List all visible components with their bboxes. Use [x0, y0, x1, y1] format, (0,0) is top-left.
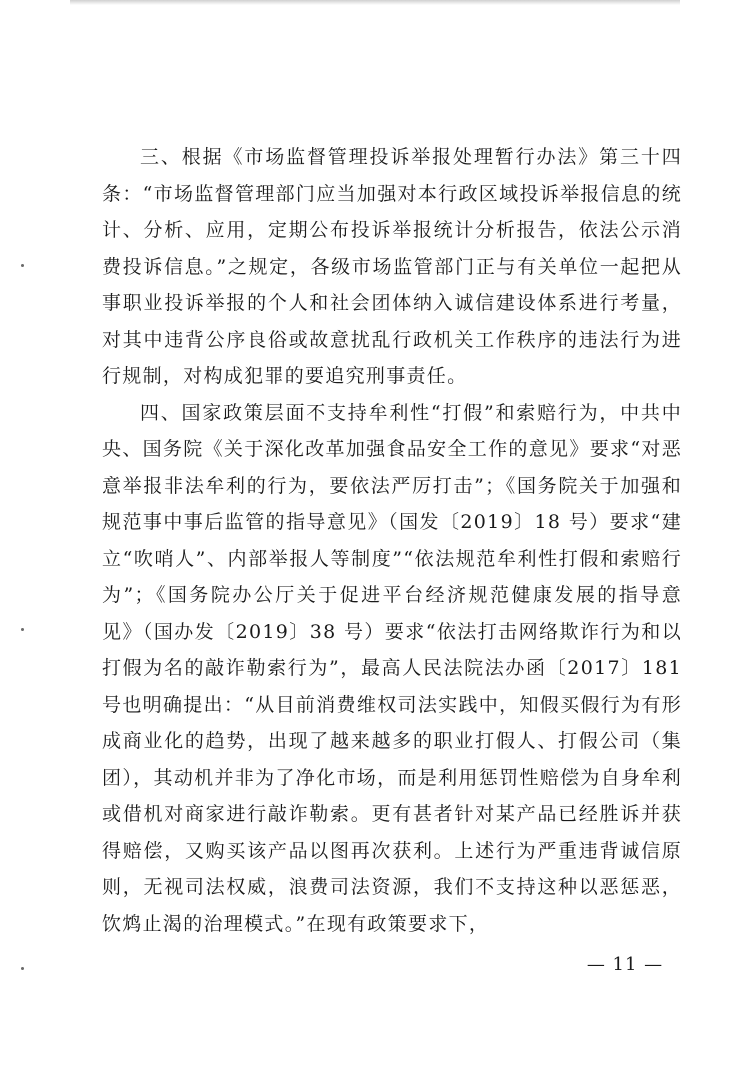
- document-body: [102, 139, 682, 942]
- paragraph-section-three: 三、根据《市场监督管理投诉举报处理暂行办法》第三十四条：“市场监督管理部门应当加强对本行政区域投诉举报信息的统计、分析、应用，定期公布投诉举报统计分析报告，依法公示消费投诉信息。”之规定，各级市场监管部门正与有关单位一起把从事职业投诉举报的个人和社会团体纳入诚信建设体系进行考量，对其中违背公序良俗或故意扰乱行政机关工作秩序的违法行为进行规制，对构成犯罪的要追究刑事责任。: [102, 146, 682, 387]
- binding-hole-mark: [21, 628, 24, 631]
- binding-hole-mark: [21, 264, 24, 267]
- page-number: — 11 —: [586, 954, 664, 975]
- paragraph-section-four: 四、国家政策层面不支持牟利性“打假”和索赔行为，中共中央、国务院《关于深化改革加强食品安全工作的意见》要求“对恶意举报非法牟利的行为，要依法严厉打击”；《国务院关于加强和规范事中事后监管的指导意见》（国发〔2019〕18 号）要求“建立“吹哨人”、内部举报人等制度”“依法规范牟利性打假和索赔行为”；《国务院办公厅关于促进平台经济规范健康发展的指导意见》（国办发〔2019〕38 号）要求“依法打击网络欺诈行为和以打假为名的敲诈勒索行为”，最高人民法院法办函〔2017〕181 号也明确提出：“从目前消费维权司法实践中，知假买假行为有形成商业化的趋势，出现了越来越多的职业打假人、打假公司（集团），其动机并非为了净化市场，而是利用惩罚性赔偿为自身牟利或借机对商家进行敲诈勒索。更有甚者针对某产品已经胜诉并获得赔偿，又购买该产品以图再次获利。上述行为严重违背诚信原则，无视司法权威，浪费司法资源，我们不支持这种以恶惩恶，饮鸩止渴的治理模式。”在现有政策要求下，: [102, 401, 682, 935]
- binding-hole-mark: [21, 967, 24, 970]
- scan-top-edge: [70, 0, 680, 5]
